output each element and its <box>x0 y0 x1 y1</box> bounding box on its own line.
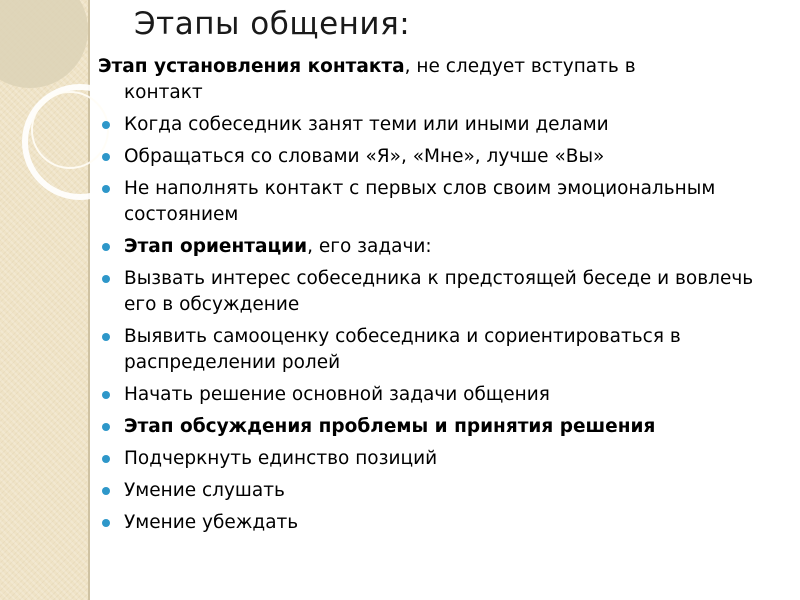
bullet-icon <box>102 487 110 495</box>
list-item: Не наполнять контакт с первых слов своим эмоциональным состоянием <box>98 176 788 228</box>
bullet-icon <box>102 185 110 193</box>
bullet-icon <box>102 243 110 251</box>
bullet-icon <box>102 275 110 283</box>
orientation-heading: Этап ориентации, его задачи: <box>98 234 788 260</box>
list-item: Умение слушать <box>98 478 788 504</box>
intro-continuation: контакт <box>124 82 203 103</box>
side-panel-border <box>88 0 90 600</box>
intro-rest: , не следует вступать в <box>404 56 636 77</box>
slide-title: Этапы общения: <box>134 6 411 42</box>
content-list <box>98 54 788 542</box>
bullet-icon <box>102 333 110 341</box>
list-item: Начать решение основной задачи общения <box>98 382 788 408</box>
bullet-icon <box>102 519 110 527</box>
list-item: Вызвать интерес собеседника к предстоящей беседе и вовлечь его в обсуждение <box>98 266 788 318</box>
bullet-icon <box>102 121 110 129</box>
bullet-icon <box>102 455 110 463</box>
intro-paragraph <box>98 54 788 106</box>
bullet-icon <box>102 153 110 161</box>
side-decor-panel <box>0 0 88 600</box>
bullet-icon <box>102 423 110 431</box>
list-item: Подчеркнуть единство позиций <box>98 446 788 472</box>
list-item: Умение убеждать <box>98 510 788 536</box>
discussion-heading: Этап обсуждения проблемы и принятия решения <box>98 414 788 440</box>
bullet-icon <box>102 391 110 399</box>
list-item: Когда собеседник занят теми или иными делами <box>98 112 788 138</box>
intro-bold: Этап установления контакта <box>98 56 405 77</box>
list-item: Выявить самооценку собеседника и сориентироваться в распределении ролей <box>98 324 788 376</box>
list-item: Обращаться со словами «Я», «Мне», лучше «Вы» <box>98 144 788 170</box>
